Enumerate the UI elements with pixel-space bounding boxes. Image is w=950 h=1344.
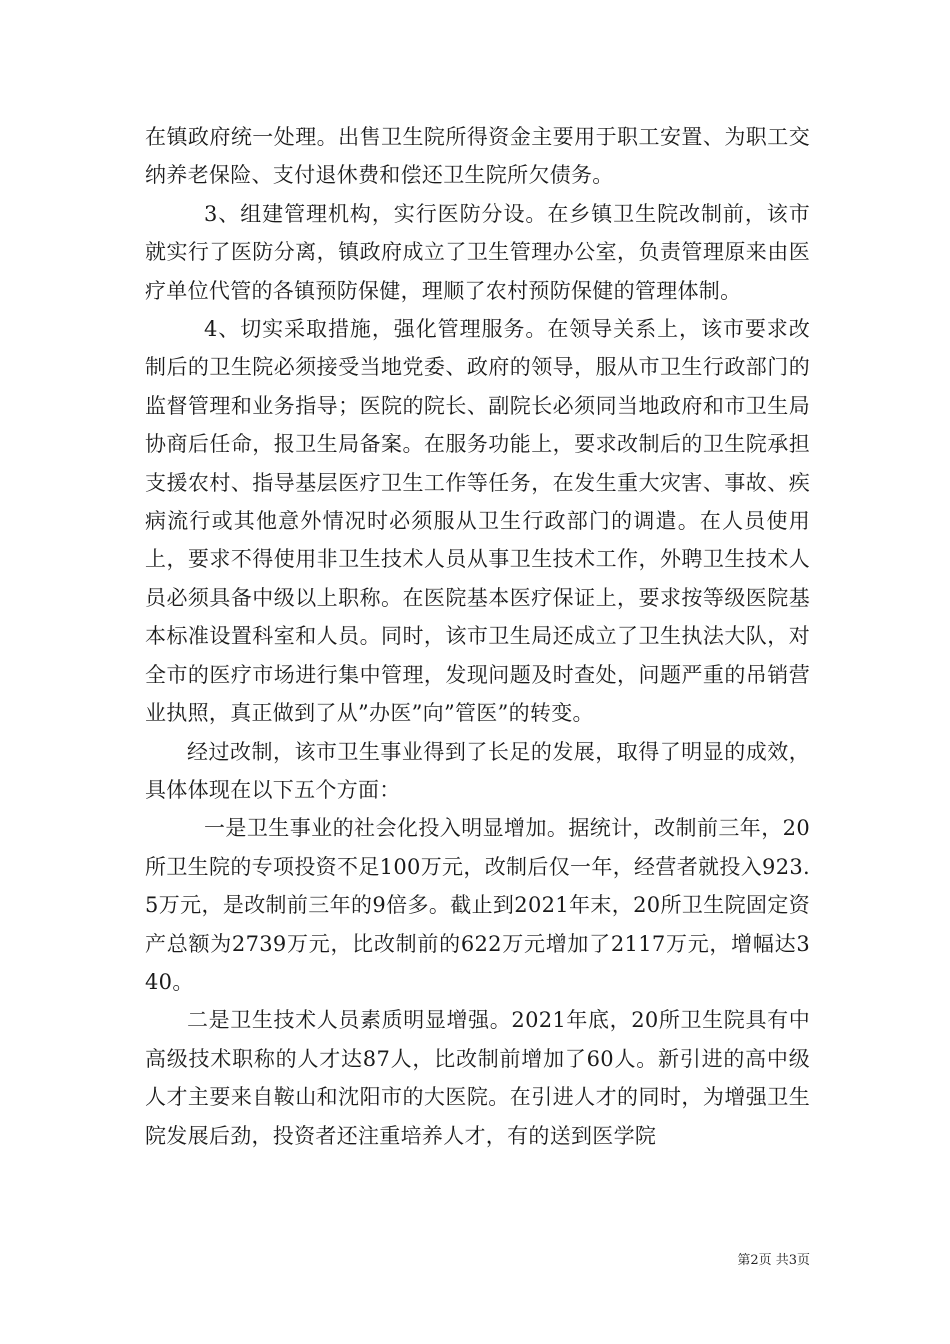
- document-body: [145, 118, 810, 1155]
- paragraph-6: 二是卫生技术人员素质明显增强。2021年底，20所卫生院具有中高级技术职称的人才达87人，比改制前增加了60人。新引进的高中级人才主要来自鞍山和沈阳市的大医院。在引进人才的同时，为增强卫生院发展后劲，投资者还注重培养人才，有的送到医学院: [145, 1008, 810, 1148]
- page-number: 第2页 共3页: [737, 1253, 810, 1268]
- paragraph-3: 4、切实采取措施，强化管理服务。在领导关系上，该市要求改制后的卫生院必须接受当地党委、政府的领导，服从市卫生行政部门的监督管理和业务指导；医院的院长、副院长必须同当地政府和市卫生局协商后任命，报卫生局备案。在服务功能上，要求改制后的卫生院承担支援农村、指导基层医疗卫生工作等任务，在发生重大灾害、事故、疾病流行或其他意外情况时必须服从卫生行政部门的调遣。在人员使用上，要求不得使用非卫生技术人员从事卫生技术工作，外聘卫生技术人员必须具备中级以上职称。在医院基本医疗保证上，要求按等级医院基本标准设置科室和人员。同时，该市卫生局还成立了卫生执法大队，对全市的医疗市场进行集中管理，发现问题及时查处，问题严重的吊销营业执照，真正做到了从”办医”向”管医”的转变。: [145, 317, 810, 726]
- paragraph-2: 3、组建管理机构，实行医防分设。在乡镇卫生院改制前，该市就实行了医防分离，镇政府成立了卫生管理办公室，负责管理原来由医疗单位代管的各镇预防保健，理顺了农村预防保健的管理体制。: [145, 201, 810, 303]
- paragraph-1: 在镇政府统一处理。出售卫生院所得资金主要用于职工安置、为职工交纳养老保险、支付退休费和偿还卫生院所欠债务。: [145, 125, 810, 188]
- paragraph-5: 一是卫生事业的社会化投入明显增加。据统计，改制前三年，20所卫生院的专项投资不足100万元，改制后仅一年，经营者就投入923.5万元，是改制前三年的9倍多。截止到2021年末，20所卫生院固定资产总额为2739万元，比改制前的622万元增加了2117万元，增幅达340。: [145, 816, 810, 994]
- paragraph-4: 经过改制，该市卫生事业得到了长足的发展，取得了明显的成效，具体体现在以下五个方面：: [145, 739, 810, 802]
